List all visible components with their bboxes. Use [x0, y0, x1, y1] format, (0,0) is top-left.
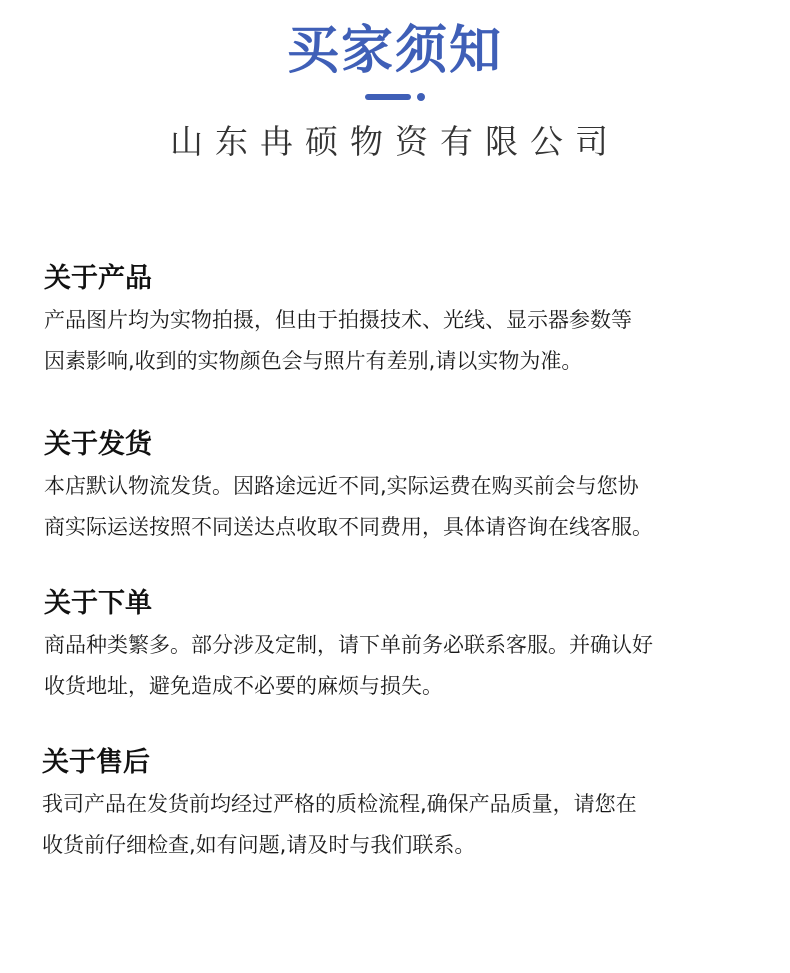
- section-body: [44, 625, 653, 707]
- page-title: 买家须知: [286, 21, 503, 81]
- body-line: 商品种类繁多。部分涉及定制，请下单前务必联系客服。并确认好: [44, 633, 653, 657]
- section-heading: 关于产品: [44, 263, 152, 294]
- title-divider: [365, 94, 427, 100]
- section-heading: 关于发货: [44, 429, 152, 460]
- body-line: 产品图片均为实物拍摄，但由于拍摄技术、光线、显示器参数等: [44, 308, 632, 332]
- body-line: 商实际运送按照不同送达点收取不同费用，具体请咨询在线客服。: [44, 515, 653, 539]
- body-line: 收货前仔细检查,如有问题,请及时与我们联系。: [42, 833, 476, 857]
- section-shipping: [44, 428, 653, 548]
- section-heading: 关于售后: [42, 747, 150, 778]
- section-body: [42, 784, 637, 866]
- body-line: 我司产品在发货前均经过严格的质检流程,确保产品质量，请您在: [42, 792, 637, 816]
- section-body: [44, 300, 632, 382]
- divider-bar: [365, 94, 411, 100]
- body-line: 本店默认物流发货。因路途远近不同,实际运费在购买前会与您协: [44, 474, 639, 498]
- section-heading: 关于下单: [44, 588, 152, 619]
- section-after-sales: [42, 746, 637, 866]
- section-product: [44, 262, 632, 382]
- section-ordering: [44, 587, 653, 707]
- company-name: 山东冉硕物资有限公司: [170, 122, 620, 161]
- body-line: 收货地址，避免造成不必要的麻烦与损失。: [44, 674, 443, 698]
- body-line: 因素影响,收到的实物颜色会与照片有差别,请以实物为准。: [44, 349, 583, 373]
- section-body: [44, 466, 653, 548]
- divider-dot: [417, 93, 425, 101]
